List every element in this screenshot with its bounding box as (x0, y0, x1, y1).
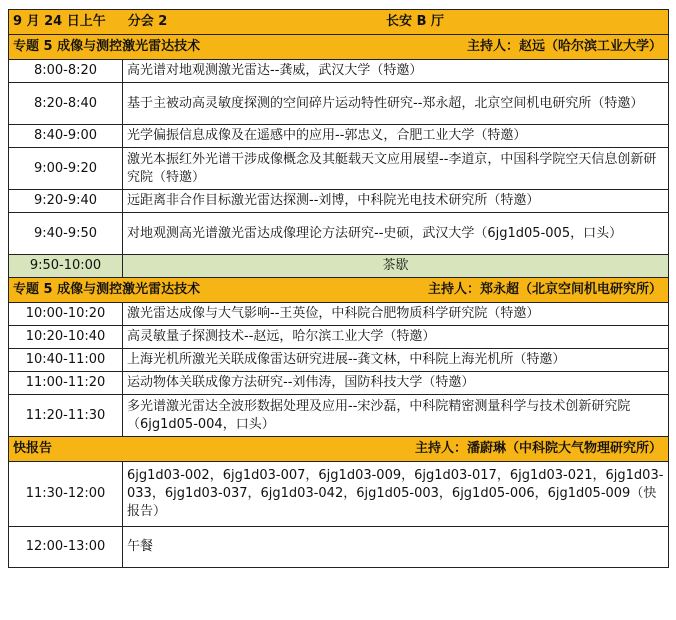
section-host: 主持人：赵远（哈尔滨工业大学） (467, 39, 663, 54)
talk-row (9, 148, 669, 190)
talk-title: 远距离非合作目标激光雷达探测--刘博，中科院光电技术研究所（特邀） (123, 190, 669, 213)
talk-title: 多光谱激光雷达全波形数据处理及应用--宋沙磊，中科院精密测量科学与技术创新研究院（6jg1d05-004，口头） (123, 395, 669, 437)
talk-row (9, 349, 669, 372)
lunch-row (9, 527, 669, 568)
day-header-cell (9, 10, 669, 35)
talk-time: 9:40-9:50 (9, 213, 123, 255)
talk-title: 激光本振红外光谱干涉成像概念及其艇载天文应用展望--李道京，中国科学院空天信息创新研究院（特邀） (123, 148, 669, 190)
section-title: 专题 5 成像与测控激光雷达技术 (13, 39, 201, 54)
section-header-row (9, 35, 669, 60)
lunch-time: 12:00-13:00 (9, 527, 123, 568)
session-room: 长安 B 厅 (386, 14, 445, 29)
talk-row (9, 125, 669, 148)
day-header-row (9, 10, 669, 35)
section-header-row (9, 278, 669, 303)
section-title: 专题 5 成像与测控激光雷达技术 (13, 282, 201, 297)
talk-title: 运动物体关联成像方法研究--刘伟涛，国防科技大学（特邀） (123, 372, 669, 395)
talk-title: 基于主被动高灵敏度探测的空间碎片运动特性研究--郑永超，北京空间机电研究所（特邀） (123, 83, 669, 125)
brief-reports-list: 6jg1d03-002，6jg1d03-007，6jg1d03-009，6jg1d03-017，6jg1d03-021，6jg1d03-033，6jg1d03-037，6jg1d03-042，6jg1d05-003，6jg1d05-006，6jg1d05-009（快报告） (123, 462, 669, 527)
session-number: 分会 2 (127, 14, 168, 29)
talk-row (9, 213, 669, 255)
talk-title: 高灵敏量子探测技术--赵远，哈尔滨工业大学（特邀） (123, 326, 669, 349)
talk-time: 8:20-8:40 (9, 83, 123, 125)
section-host: 主持人：郑永超（北京空间机电研究所） (428, 282, 663, 297)
section-title: 快报告 (13, 441, 53, 456)
brief-reports-time: 11:30-12:00 (9, 462, 123, 527)
talk-row (9, 303, 669, 326)
talk-time: 9:00-9:20 (9, 148, 123, 190)
talk-row (9, 60, 669, 83)
talk-row (9, 83, 669, 125)
session-date: 9 月 24 日上午 (13, 14, 106, 29)
talk-title: 上海光机所激光关联成像雷达研究进展--龚文林，中科院上海光机所（特邀） (123, 349, 669, 372)
talk-time: 11:20-11:30 (9, 395, 123, 437)
section-header-row (9, 437, 669, 462)
talk-row (9, 395, 669, 437)
talk-time: 9:20-9:40 (9, 190, 123, 213)
talk-time: 10:20-10:40 (9, 326, 123, 349)
talk-row (9, 190, 669, 213)
talk-time: 11:00-11:20 (9, 372, 123, 395)
talk-title: 光学偏振信息成像及在遥感中的应用--郭忠义，合肥工业大学（特邀） (123, 125, 669, 148)
section-host: 主持人：潘蔚琳（中科院大气物理研究所） (415, 441, 663, 456)
talk-time: 10:40-11:00 (9, 349, 123, 372)
talk-row (9, 326, 669, 349)
lunch-label: 午餐 (123, 527, 669, 568)
tea-break-row (9, 255, 669, 278)
talk-title: 对地观测高光谱激光雷达成像理论方法研究--史硕，武汉大学（6jg1d05-005，口头） (123, 213, 669, 255)
talk-time: 8:40-9:00 (9, 125, 123, 148)
talk-title: 激光雷达成像与大气影响--王英俭，中科院合肥物质科学研究院（特邀） (123, 303, 669, 326)
tea-break-label: 茶歇 (123, 255, 669, 278)
talk-time: 8:00-8:20 (9, 60, 123, 83)
schedule-table (8, 9, 669, 568)
talk-title: 高光谱对地观测激光雷达--龚威，武汉大学（特邀） (123, 60, 669, 83)
brief-reports-row (9, 462, 669, 527)
talk-time: 10:00-10:20 (9, 303, 123, 326)
talk-row (9, 372, 669, 395)
tea-break-time: 9:50-10:00 (9, 255, 123, 278)
